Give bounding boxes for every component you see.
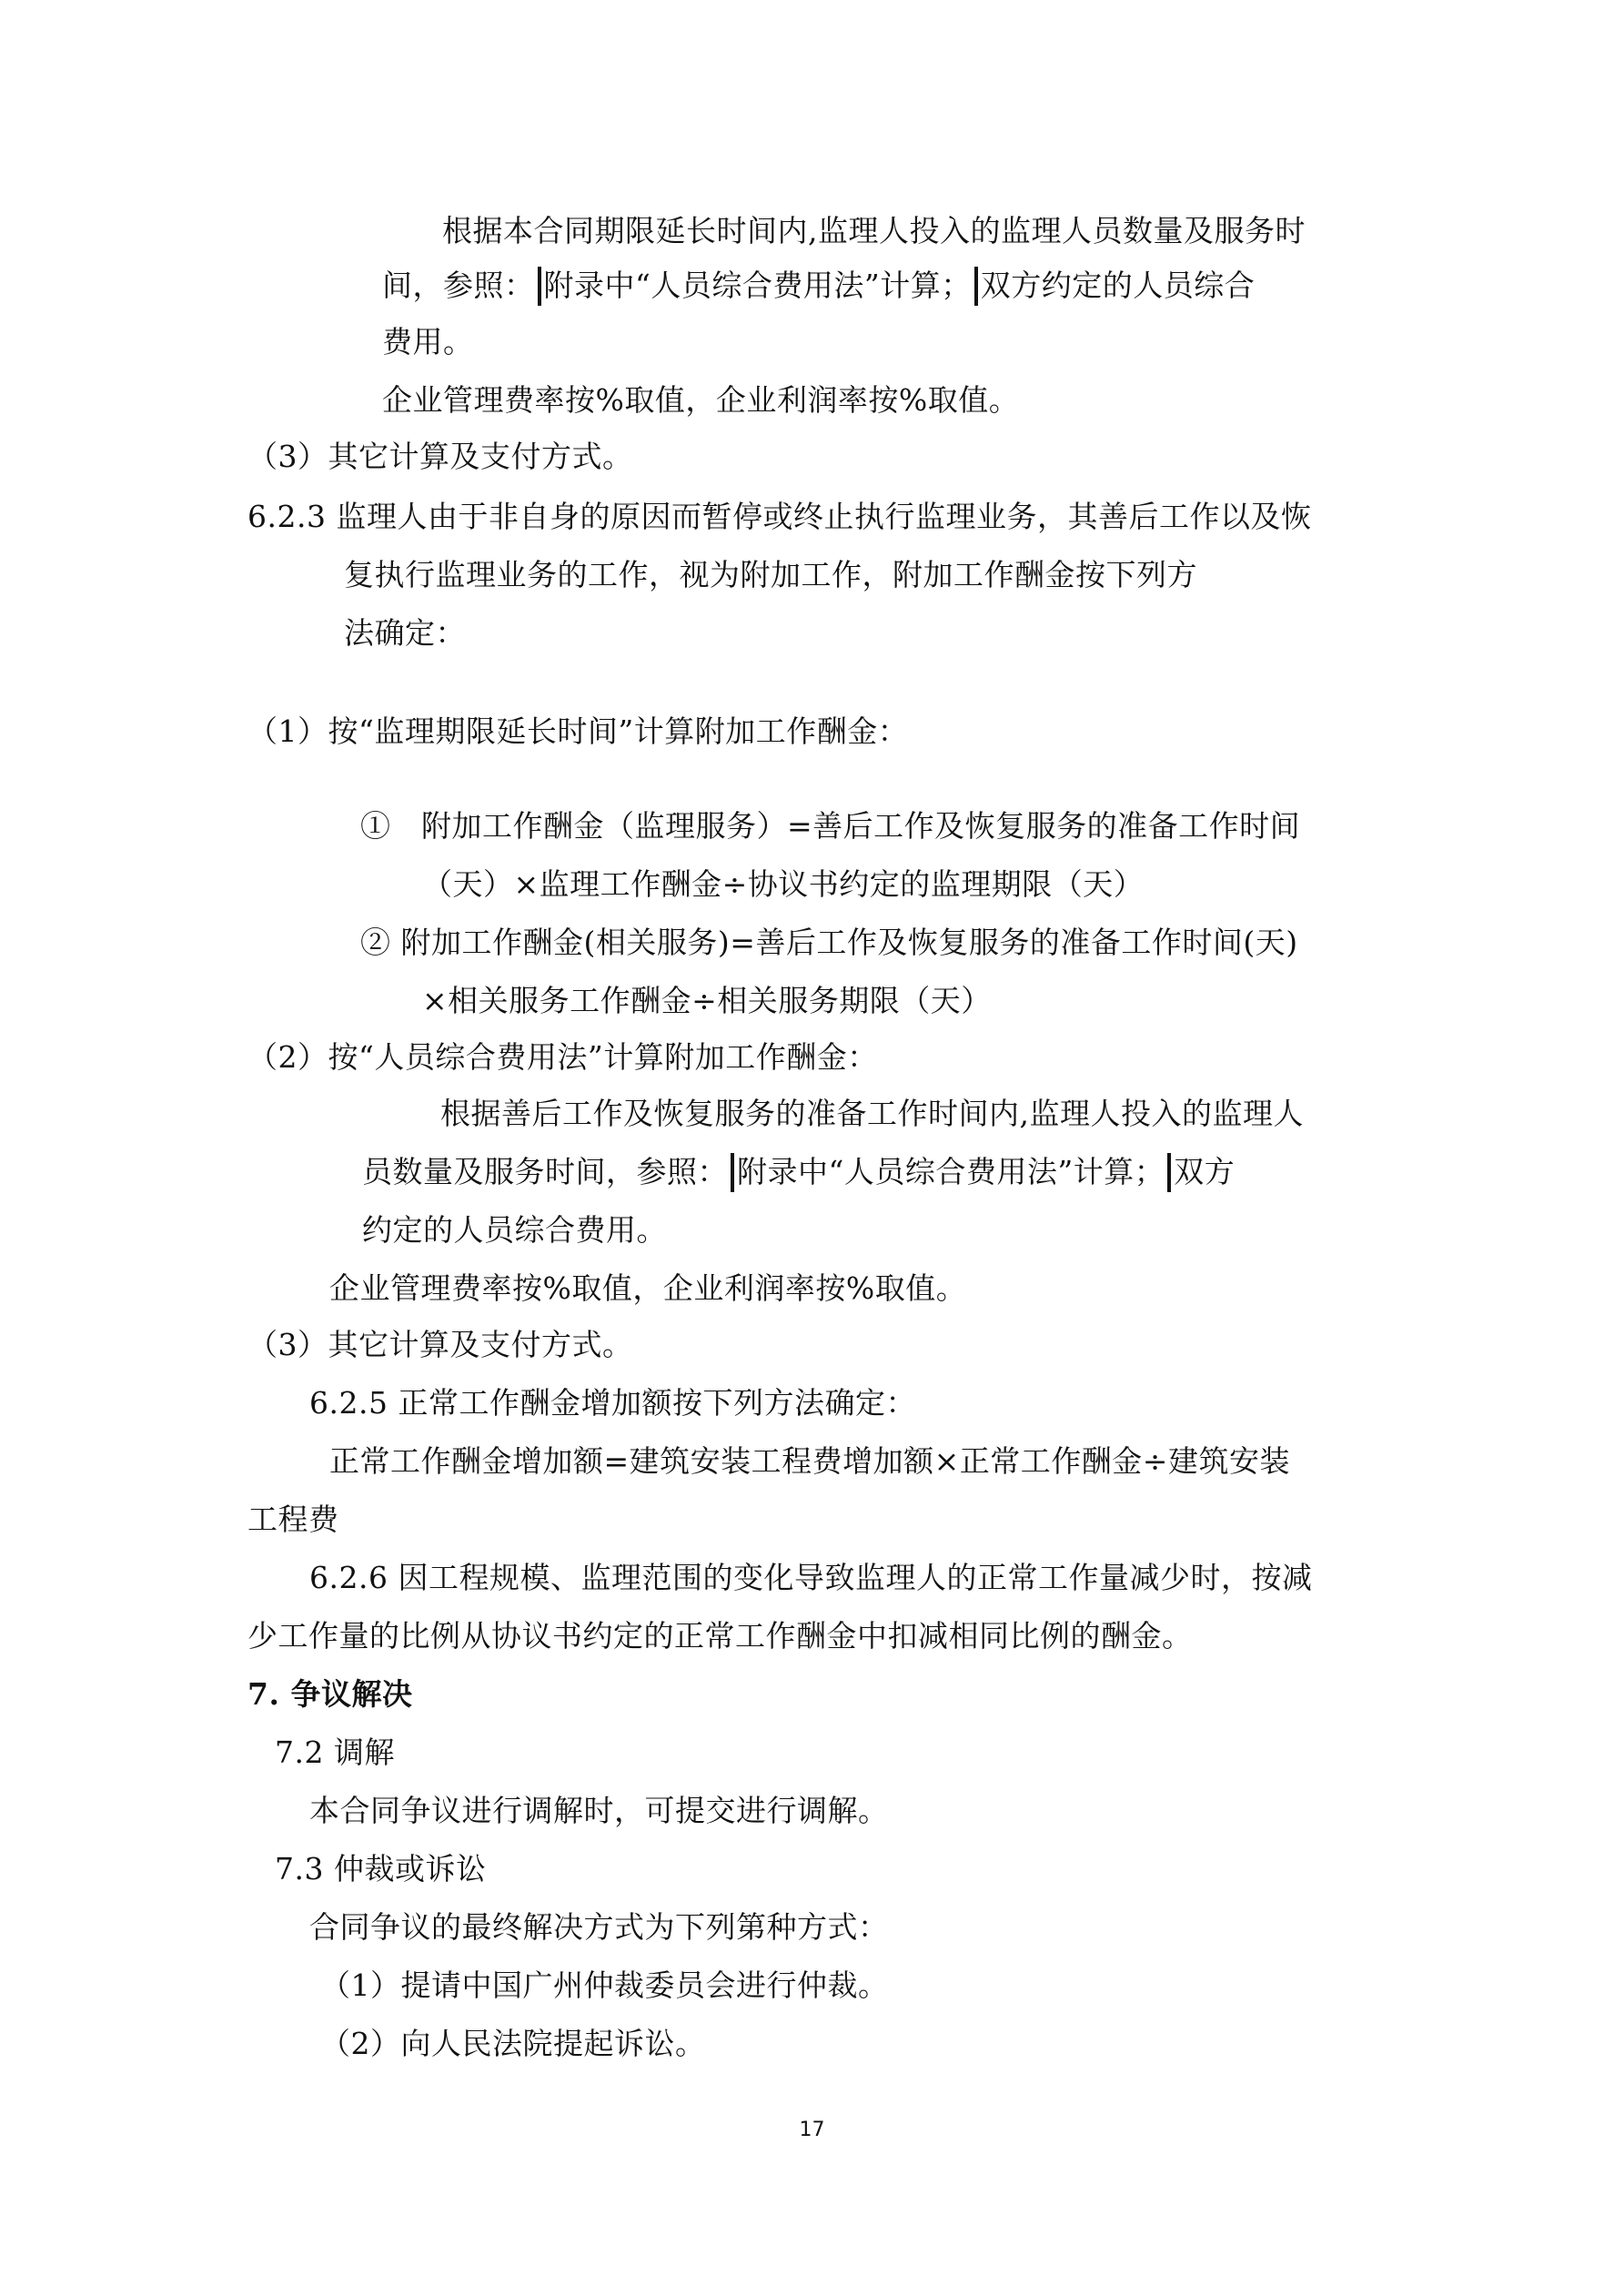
text-line: 约定的人员综合费用。 (362, 1212, 667, 1248)
subsection-heading: 7.3 仲裁或诉讼 (275, 1851, 487, 1886)
text-line: （2）按“人员综合费用法”计算附加工作酬金： (247, 1039, 878, 1075)
text-line: ② 附加工作酬金(相关服务)=善后工作及恢复服务的准备工作时间(天) (360, 925, 1298, 960)
subsection-heading: 7.2 调解 (275, 1735, 395, 1770)
text-line: 企业管理费率按%取值，企业利润率按%取值。 (329, 1270, 967, 1306)
text-line: ① 附加工作酬金（监理服务）=善后工作及恢复服务的准备工作时间 (360, 808, 1301, 844)
text-line: （3）其它计算及支付方式。 (247, 1327, 633, 1362)
text-line: 间，参照： 附录中“人员综合费用法”计算； 双方约定的人员综合 (382, 266, 1255, 307)
text-line: 6.2.5 正常工作酬金增加额按下列方法确定： (309, 1385, 916, 1421)
text-line: 企业管理费率按%取值，企业利润率按%取值。 (382, 382, 1020, 418)
text-line: 根据善后工作及恢复服务的准备工作时间内,监理人投入的监理人 (440, 1096, 1304, 1131)
text-line: （1）按“监理期限延长时间”计算附加工作酬金： (247, 713, 909, 749)
text-line: （天）×监理工作酬金÷协议书约定的监理期限（天） (422, 866, 1145, 902)
text-line: （1）提请中国广州仲裁委员会进行仲裁。 (320, 1967, 889, 2003)
text-line: ×相关服务工作酬金÷相关服务期限（天） (422, 983, 992, 1018)
checkbox[interactable] (1167, 1153, 1171, 1192)
text-line: 本合同争议进行调解时，可提交进行调解。 (309, 1793, 889, 1828)
text-line: 正常工作酬金增加额=建筑安装工程费增加额×正常工作酬金÷建筑安装 (329, 1443, 1290, 1479)
text-line: 6.2.6 因工程规模、监理范围的变化导致监理人的正常工作量减少时，按减 (309, 1560, 1313, 1595)
section-heading: 7. 争议解决 (247, 1676, 413, 1712)
text-line: 复执行监理业务的工作，视为附加工作，附加工作酬金按下列方 (344, 557, 1197, 592)
text-line: 合同争议的最终解决方式为下列第种方式： (309, 1909, 889, 1945)
checkbox[interactable] (731, 1153, 734, 1192)
checkbox[interactable] (974, 267, 978, 306)
text-line: （2）向人民法院提起诉讼。 (320, 2026, 706, 2061)
text-line: 根据本合同期限延长时间内,监理人投入的监理人员数量及服务时 (442, 213, 1306, 248)
text-line: 少工作量的比例从协议书约定的正常工作酬金中扣减相同比例的酬金。 (247, 1618, 1193, 1654)
text-line: 费用。 (382, 324, 474, 359)
text-line: （3）其它计算及支付方式。 (247, 439, 633, 474)
text-line: 工程费 (247, 1502, 339, 1537)
text-line: 6.2.3 监理人由于非自身的原因而暂停或终止执行监理业务，其善后工作以及恢 (247, 499, 1312, 534)
text-line: 法确定： (344, 615, 466, 651)
checkbox[interactable] (538, 267, 541, 306)
page-number: 17 (799, 2119, 825, 2141)
text-line: 员数量及服务时间，参照： 附录中“人员综合费用法”计算； 双方 (362, 1152, 1235, 1193)
